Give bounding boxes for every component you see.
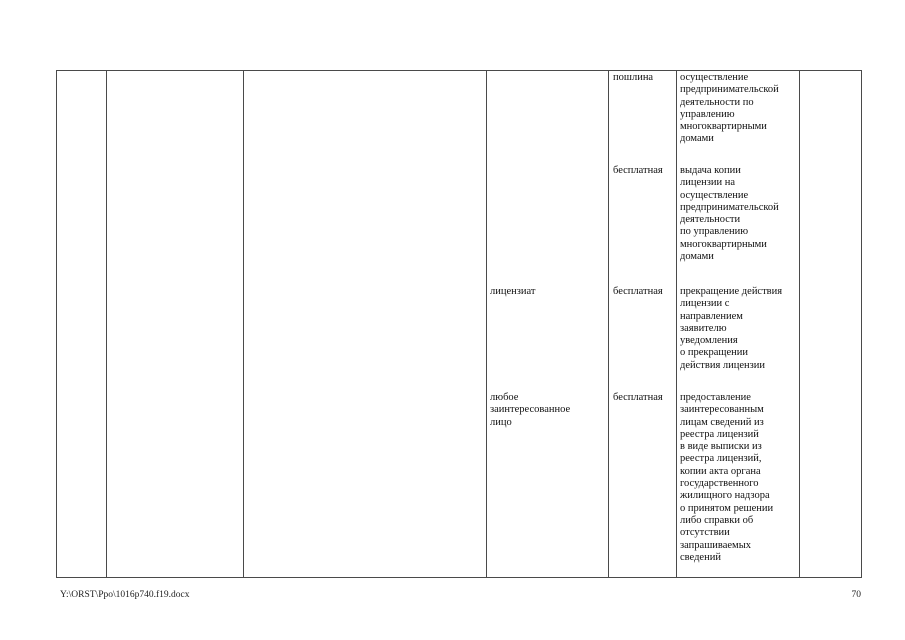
- action-cell: выдача копии лицензии на осуществление предпринимательской деятельности по управлению многоквартирными домами: [680, 165, 779, 263]
- fee-cell: бесплатная: [613, 392, 663, 403]
- action-cell: осуществление предпринимательской деятельности по управлению многоквартирными домами: [680, 72, 779, 145]
- column-divider-1: [106, 70, 107, 578]
- fee-cell: бесплатная: [613, 165, 663, 176]
- column-divider-2: [243, 70, 244, 578]
- applicant-cell: любое заинтересованное лицо: [490, 392, 571, 428]
- column-divider-3: [486, 70, 487, 578]
- action-cell: предоставление заинтересованным лицам сведений из реестра лицензий в виде выписки из реестра лицензий, копии акта органа государственного жилищного надзора о принятом решении либо справки об отсутствии запрашиваемых сведений: [680, 392, 774, 563]
- applicant-cell: лицензиат: [490, 286, 536, 297]
- column-divider-6: [799, 70, 800, 578]
- column-divider-4: [608, 70, 609, 578]
- file-path: Y:\ORST\Ppo\1016p740.f19.docx: [60, 590, 190, 600]
- fee-cell: пошлина: [613, 72, 654, 83]
- fee-cell: бесплатная: [613, 286, 663, 297]
- page-number: 70: [851, 590, 861, 600]
- column-divider-5: [676, 70, 677, 578]
- action-cell: прекращение действия лицензии с направлением заявителю уведомления о прекращении действия лицензии: [680, 286, 783, 371]
